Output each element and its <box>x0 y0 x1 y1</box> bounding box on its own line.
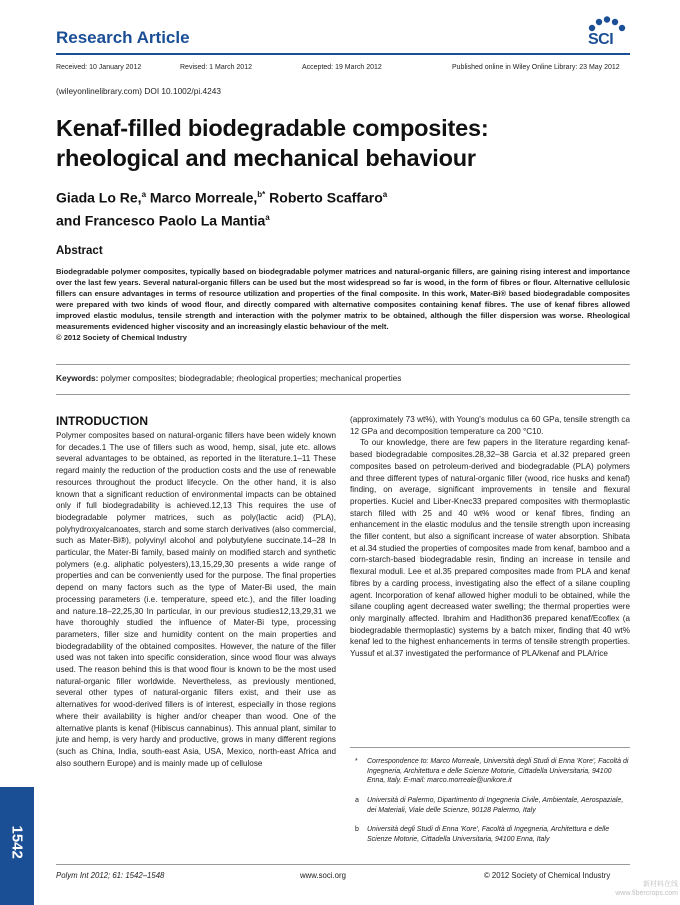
keywords-text: polymer composites; biodegradable; rheological properties; mechanical properties <box>98 373 402 383</box>
sci-logo-text: SCI <box>588 31 614 48</box>
author-3: Roberto Scaffaro <box>265 189 383 206</box>
received-date: Received: 10 January 2012 <box>56 64 142 71</box>
footnote-mark: * <box>355 758 358 765</box>
watermark-line-1: 新材料在线 <box>643 881 678 888</box>
header-rule <box>56 53 630 55</box>
author-4-affil: a <box>265 212 270 222</box>
sci-logo <box>584 16 630 50</box>
footnote-text: Università degli Studi di Enna 'Kore', Facoltà di Ingegneria, Architettura e delle Scienze Motorie, Cittadella Universitaria, 94100 Enna, Italy <box>367 826 610 843</box>
revised-date: Revised: 1 March 2012 <box>180 64 252 71</box>
author-1: Giada Lo Re, <box>56 189 142 206</box>
abstract-body <box>56 266 630 343</box>
title-line-2: rheological and mechanical behaviour <box>56 145 476 171</box>
keywords-bottom-rule <box>56 394 630 395</box>
keywords-label: Keywords: <box>56 373 99 383</box>
intro-paragraph-left: Polymer composites based on natural-organic fillers have been widely known for decades.1 The use of fillers such as wood, hemp, sisal, jute etc. allows several advantages to be obtained, as reported in the literature.1–11 These regard mainly the reduction of the production costs and the use of renewable resources throughout the product lifecycle. On the other hand, it is also known that a significant reduction of environmental impacts can be obtained only if full biodegradability is achieved.12,13 This requires the use of biodegradable polymer matrices, such as poly(lactic acid) (PLA), polyhydroxyalcanoates, starch and some starch derivatives (also commercial, such as Mater-Bi®), polyvinyl alcohol and polybutylene succinate.14–28 In particular, the Mater-Bi family, based mainly on modified starch and synthetic polymers (e.g. aliphatic polyesters),13,15,29,30 presents a wide range of properties and can be conveniently used for the purpose. The final properties depend on many factors such as the type of Mater-Bi used, the main processing parameters (i.e. temperature, speed etc.), and the filler loading and nature.18–22,25,30 In particular, in our previous studies12,13,29,31 we have thoroughly studied the influence of Mater-Bi type, processing parameters, filler size and humidity content on the main properties and biodegradability of the obtained composites. However, the nature of the filler used was not taken into specific consideration, since wood flour was always used. The reason behind this is that wood flour is known to be the most used natural-organic filler worldwide. Nevertheless, as previously mentioned, several other types of natural-organic fillers exist, and their use as alternatives for wood-derived fillers is of interest, especially in those regions where their availability is higher and/or cheaper than wood. One of the alternative plants is kenaf (Hibiscus cannabinus). This annual plant, similar to jute and hemp, is very hardy and productive, grows in many different regions (such as China, India, south-east Asia, USA, Mexico, north-east Africa and also southern Europe) and is mainly made up of cellulose <box>56 431 336 768</box>
abstract-text: Biodegradable polymer composites, typically based on biodegradable polymer matrices and natural-organic fillers, are gaining rising interest and importance over the last few years. Several natural-organic fillers can be used but the most widespread so far is wood, in the form of fibres or flour. Alternative cellulosic fillers can ensure advantages in terms of resource utilization and properties of the final composite. In this work, Mater-Bi® based biodegradable composites were prepared with two kinds of wood flour, and directly compared with alternative composites containing kenaf fibres. The use of kenaf fibres allowed improved elastic modulus, tensile strength and interaction with the polymer matrix to be obtained, although the filler dispersion was worse. Rheological measurements evidenced higher viscosity and an increasingly elastic behaviour of the melt. <box>56 267 630 331</box>
intro-column-left <box>56 430 336 769</box>
footnote-text: Correspondence to: Marco Morreale, Università degli Studi di Enna 'Kore', Facoltà di Ingegneria, Architettura e delle Scienze Motorie, Cittadella Universitaria, 94100 Enna, Italy. E-mail: marco.morreale@unikore.it <box>367 758 629 785</box>
intro-heading: INTRODUCTION <box>56 414 148 428</box>
footer-copyright: © 2012 Society of Chemical Industry <box>484 871 611 880</box>
accepted-date: Accepted: 19 March 2012 <box>302 64 382 71</box>
watermark-line-2: www.fibercrops.com <box>615 890 678 897</box>
footnote-mark: a <box>355 797 359 804</box>
footnote-text: Università di Palermo, Dipartimento di Ingegneria Civile, Ambientale, Aerospaziale, dei Materiali, Viale delle Scienze, 90128 Palermo, Italy <box>367 797 624 814</box>
title-line-1: Kenaf-filled biodegradable composites: <box>56 115 489 141</box>
abstract-copyright: © 2012 Society of Chemical Industry <box>56 333 187 342</box>
author-4: and Francesco Paolo La Mantia <box>56 212 266 229</box>
footnote-affiliation-a <box>350 796 630 815</box>
footer-site[interactable]: www.soci.org <box>300 871 346 880</box>
author-1-affil: a <box>141 190 147 199</box>
author-list <box>56 185 646 230</box>
intro-paragraph-right-1: (approximately 73 wt%), with Young's modulus ca 60 GPa, tensile strength ca 12 GPa and decomposition temperature ca 200 °C10. <box>350 415 630 436</box>
footer-rule <box>56 864 630 865</box>
watermark <box>548 880 678 898</box>
intro-column-right <box>350 414 630 660</box>
keywords-top-rule <box>56 364 630 365</box>
page-number: 1542 <box>8 825 26 859</box>
author-3-affil: a <box>382 190 388 199</box>
footnote-correspondence <box>350 757 630 786</box>
intro-paragraph-right-2: To our knowledge, there are few papers in the literature regarding kenaf-based biodegradable composites.28,32–38 Garcia et al.32 prepared green composites based on petroleum-derived and biodegradable (PLA) polymers and three different types of natural-organic filler (wood, rice husks and kenaf) finding, on average, significant improvements in tensile and flexural properties. Kuciel and Liber-Knec33 prepared composites with thermoplastic starch filled with 25 and 40 wt% wood or kenaf fibres, finding an enhancement in the elastic modulus and the tensile strength upon increasing the filler content, but also a significant increase of water absorption. Shibata et al.34 studied the properties of composites made from kenaf, bamboo and a corn-starch-based biodegradable resin, finding an increase in tensile and flexural moduli. Lee et al.35 prepared composites made from PLA and kenaf fibres by a carding process, investigating also the effect of a silane coupling agent. Incorporation of kenaf allowed higher moduli to be obtained, while the silane coupling agent decreased water swelling; the thermal properties were only marginally affected. Ibrahim and Hadithon36 prepared kenaf/Ecoflex (a biodegradable thermoplastic) systems by a batch mixer, finding that 40 wt% kenaf led to the highest enhancements in terms of tensile strength properties. Yussuf et al.37 investigated the performance of PLA/kenaf and PLA/rice <box>350 438 630 659</box>
doi-line[interactable]: (wileyonlinelibrary.com) DOI 10.1002/pi.4243 <box>56 86 221 96</box>
footnote-rule <box>350 747 630 748</box>
article-title <box>56 113 646 173</box>
author-2-affil: b* <box>257 190 266 199</box>
section-label: Research Article <box>56 28 190 47</box>
abstract-heading: Abstract <box>56 245 103 257</box>
footnote-affiliation-b <box>350 825 630 844</box>
footer-journal: Polym Int 2012; 61: 1542–1548 <box>56 871 165 880</box>
published-date: Published online in Wiley Online Library: 23 May 2012 <box>452 64 620 71</box>
author-2: Marco Morreale, <box>146 189 258 206</box>
footnote-mark: b <box>355 826 359 833</box>
keywords <box>56 373 401 383</box>
